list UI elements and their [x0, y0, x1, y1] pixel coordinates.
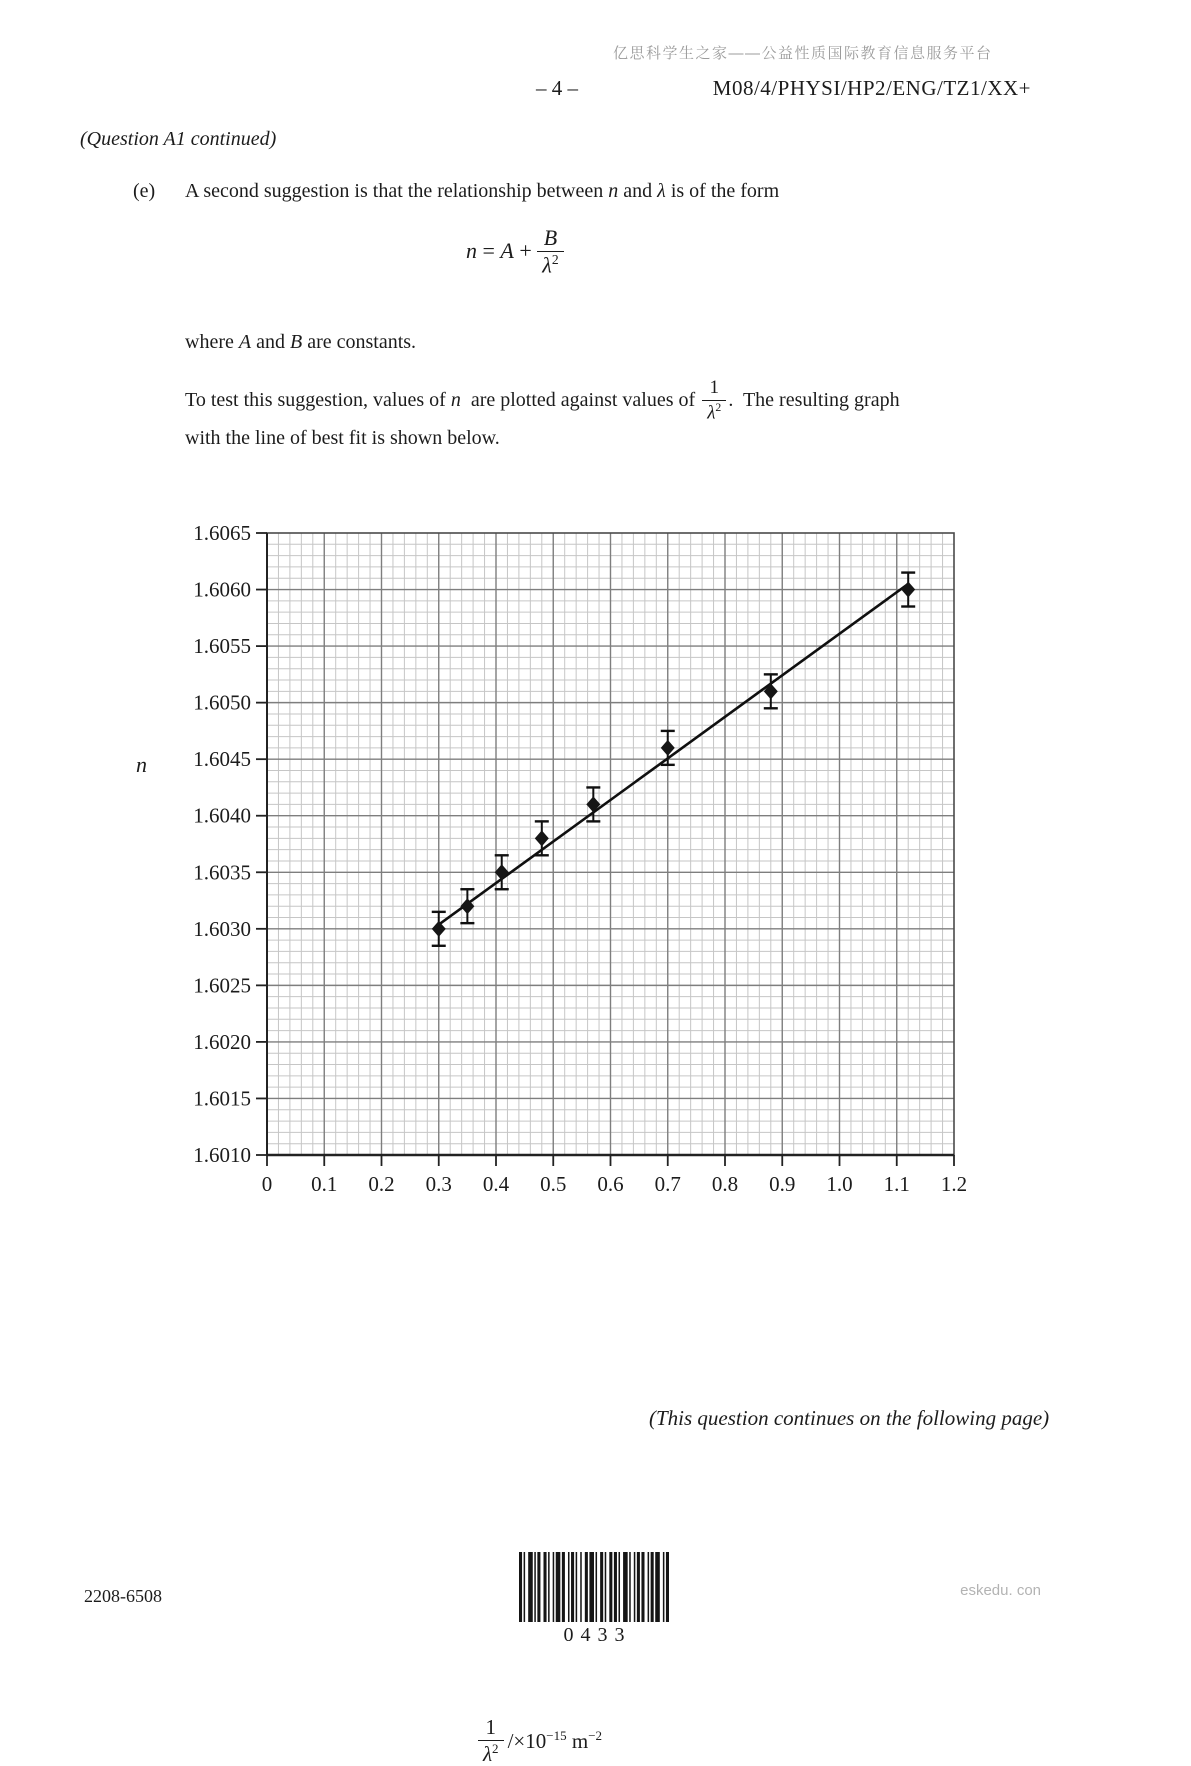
equation: [466, 226, 564, 277]
intro-text-3: is of the form: [665, 180, 780, 202]
chinese-watermark: 亿思科学生之家——公益性质国际教育信息服务平台: [613, 45, 993, 62]
x-axis-fraction-num: 1: [485, 1715, 496, 1739]
svg-text:0.6: 0.6: [597, 1172, 624, 1196]
equation-fraction: [537, 226, 563, 277]
svg-text:0.1: 0.1: [311, 1172, 338, 1196]
inline-fraction-exp: 2: [715, 400, 722, 414]
paragraph-line-1: [185, 378, 900, 423]
svg-text:1.6010: 1.6010: [193, 1143, 251, 1167]
paragraph-line-2: with the line of best fit is shown below.: [185, 427, 500, 450]
x-axis-units-unit-exp: −2: [588, 1727, 603, 1743]
paragraph-text-3: . The resulting graph: [728, 389, 900, 412]
paper-code: M08/4/PHYSI/HP2/ENG/TZ1/XX+: [712, 76, 1031, 100]
continues-note: (This question continues on the following page): [649, 1406, 1050, 1430]
equation-denominator: λ: [542, 252, 552, 278]
intro-var-lambda: λ: [657, 180, 666, 202]
paragraph-var-n: n: [450, 389, 461, 412]
x-axis-units-unit: m: [566, 1728, 589, 1753]
svg-text:0.8: 0.8: [711, 1172, 739, 1196]
svg-text:n: n: [136, 752, 147, 777]
where-var-a: A: [238, 331, 252, 353]
svg-text:0.7: 0.7: [654, 1172, 681, 1196]
barcode: [518, 1552, 670, 1644]
equation-lhs: n: [466, 238, 477, 264]
barcode-digits: 0433: [563, 1624, 632, 1646]
x-axis-fraction-den: λ: [482, 1741, 493, 1766]
svg-text:1.6065: 1.6065: [193, 521, 251, 545]
svg-text:1.6060: 1.6060: [193, 577, 251, 602]
where-var-b: B: [289, 331, 303, 353]
test-suggestion-paragraph: [185, 378, 900, 450]
intro-var-n: n: [608, 180, 619, 202]
part-label: (e): [133, 180, 156, 202]
svg-text:1.1: 1.1: [883, 1172, 910, 1196]
paragraph-text-1: To test this suggestion, values of: [185, 389, 451, 412]
where-text-2: and: [251, 331, 290, 353]
inline-fraction: [702, 378, 726, 423]
svg-text:1.6045: 1.6045: [193, 747, 251, 772]
question-part-e: [133, 180, 779, 203]
svg-text:0.9: 0.9: [769, 1172, 796, 1196]
equation-plus: +: [513, 238, 538, 264]
where-text-3: are constants.: [302, 331, 417, 353]
svg-text:1.6025: 1.6025: [193, 973, 251, 998]
intro-text-1: A second suggestion is that the relationship between: [185, 180, 609, 202]
x-axis-units-prefix: /×10: [507, 1728, 547, 1753]
equation-numerator: B: [543, 225, 558, 250]
svg-text:0.2: 0.2: [368, 1172, 395, 1196]
equation-equals: =: [477, 238, 501, 264]
page-number: – 4 –: [536, 76, 578, 100]
inline-fraction-den: λ: [707, 401, 716, 423]
svg-text:1.6035: 1.6035: [193, 860, 251, 885]
svg-text:1.0: 1.0: [826, 1172, 853, 1196]
svg-text:1.6030: 1.6030: [193, 916, 251, 941]
x-axis-units: [508, 1728, 603, 1754]
svg-text:1.6015: 1.6015: [193, 1086, 251, 1111]
svg-text:0.4: 0.4: [482, 1172, 510, 1196]
where-text-1: where: [185, 331, 239, 353]
intro-text-2: and: [618, 180, 658, 202]
equation-exponent: 2: [551, 251, 559, 267]
question-continued-note: (Question A1 continued): [80, 128, 277, 150]
graph-svg: [110, 500, 1010, 1206]
x-axis-label: [0, 1716, 1080, 1765]
site-watermark: eskedu. con: [960, 1582, 1041, 1599]
document-number: 2208-6508: [84, 1586, 162, 1606]
inline-fraction-num: 1: [709, 377, 719, 398]
svg-text:0.5: 0.5: [540, 1172, 567, 1196]
part-intro-text: [185, 180, 779, 203]
svg-text:1.6055: 1.6055: [193, 634, 251, 659]
svg-text:1.6040: 1.6040: [193, 803, 251, 828]
paragraph-text-2: are plotted against values of: [460, 389, 701, 412]
x-axis-fraction-exp: 2: [492, 1740, 499, 1756]
where-constants-line: [185, 331, 416, 354]
equation-term-a: A: [500, 238, 514, 264]
x-axis-units-exp: −15: [546, 1727, 567, 1743]
svg-text:1.2: 1.2: [940, 1172, 968, 1196]
barcode-bars: [519, 1552, 669, 1622]
svg-text:1.6020: 1.6020: [193, 1029, 251, 1054]
svg-text:0: 0: [261, 1172, 273, 1196]
svg-text:0.3: 0.3: [425, 1172, 452, 1196]
x-axis-label-fraction: [478, 1716, 504, 1765]
svg-text:1.6050: 1.6050: [193, 690, 251, 715]
